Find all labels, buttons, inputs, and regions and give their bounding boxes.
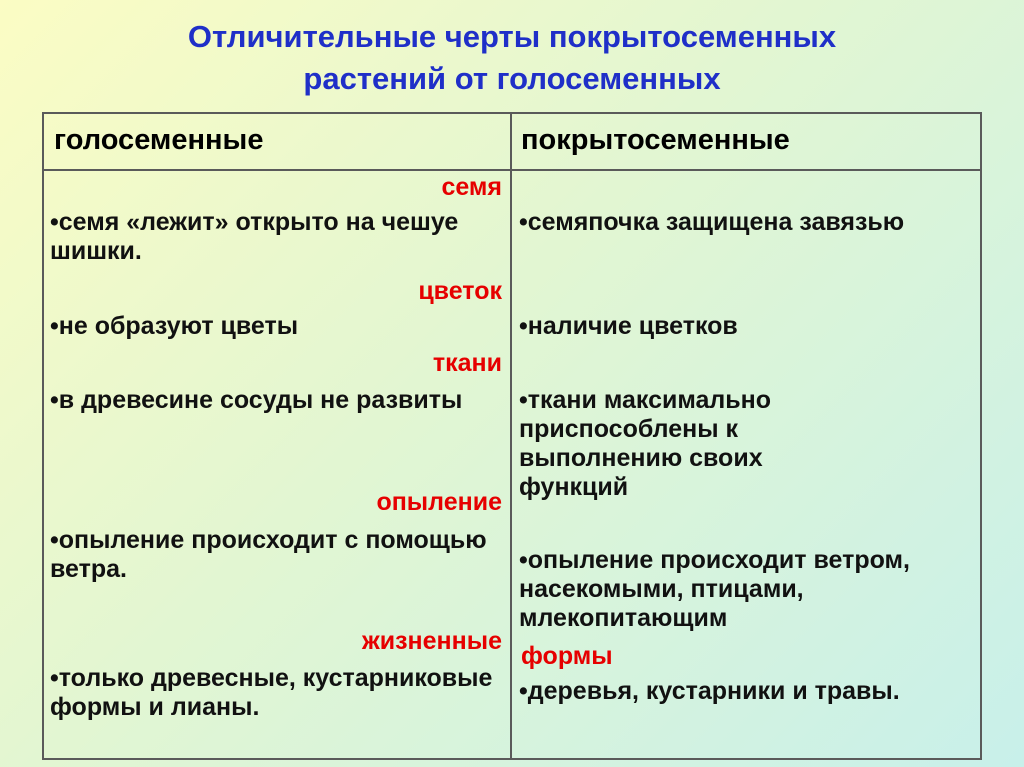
angiosperm-tissue-text: •ткани максимально приспособлены к выполнению своих функций — [519, 386, 772, 501]
gymnosperm-tissue-text: •в древесине сосуды не развиты — [50, 386, 463, 414]
gymnosperm-life-forms-text: •только древесные, кустарниковые формы и лианы. — [50, 664, 493, 721]
slide-title — [0, 16, 1024, 100]
header-gymnosperms: голосеменные — [54, 124, 264, 156]
category-forms: формы — [521, 642, 613, 670]
title-line-1: Отличительные черты покрытосеменных — [187, 19, 837, 54]
angiosperm-seed-text: •семяпочка защищена завязью — [519, 208, 905, 236]
column-divider — [510, 112, 512, 760]
header-divider — [42, 169, 982, 171]
title-line-2: растений от голосеменных — [303, 61, 721, 96]
category-pollination: опыление — [376, 488, 502, 516]
category-tissue: ткани — [432, 349, 502, 377]
gymnosperm-pollination-text: •опыление происходит с помощью ветра. — [50, 526, 487, 583]
angiosperm-pollination-text: •опыление происходит ветром, насекомыми, птицами, млекопитающим — [519, 546, 910, 632]
category-flower: цветок — [418, 277, 502, 305]
gymnosperm-seed-text: •семя «лежит» открыто на чешуе шишки. — [50, 208, 459, 265]
gymnosperm-flower-text: •не образуют цветы — [50, 312, 299, 340]
category-seed: семя — [441, 173, 502, 201]
angiosperm-flower-text: •наличие цветков — [519, 312, 738, 340]
category-life-forms: жизненные — [362, 627, 502, 655]
header-angiosperms: покрытосеменные — [521, 124, 790, 156]
angiosperm-life-forms-text: •деревья, кустарники и травы. — [519, 677, 900, 705]
